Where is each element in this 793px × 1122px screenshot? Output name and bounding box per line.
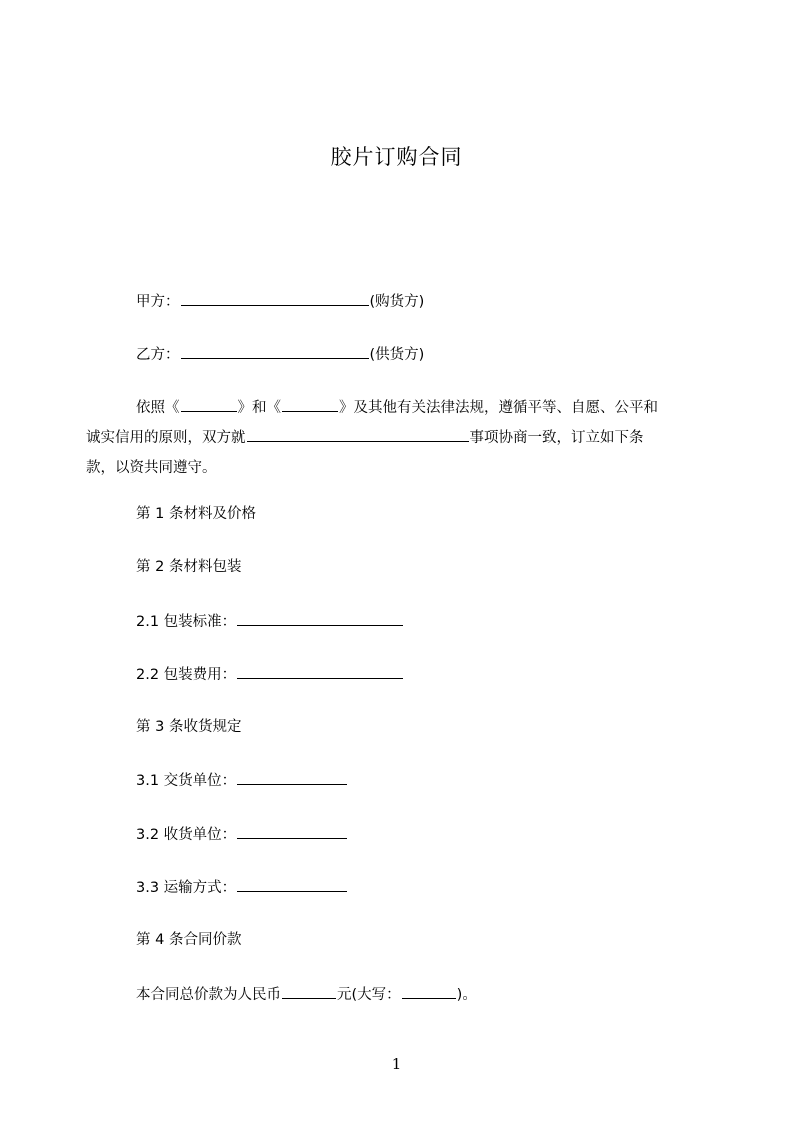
law-name-blank-1 (181, 397, 237, 412)
party-a-suffix: (购货方) (369, 294, 425, 310)
section-3-1-label: 3.1 交货单位： (136, 773, 237, 789)
price-amount-blank (282, 984, 336, 999)
party-b-suffix: (供货方) (369, 347, 425, 363)
transport-method-blank (237, 877, 347, 892)
section-3-2-label: 3.2 收货单位： (136, 827, 237, 843)
section-4-text (136, 984, 477, 1005)
section-4-text-2: 元(大写： (337, 987, 401, 1003)
section-2-2-label: 2.2 包装费用： (136, 667, 237, 683)
intro-text-5: 事项协商一致，订立如下条 (469, 430, 644, 446)
section-4-text-3: )。 (456, 987, 477, 1003)
party-a-blank (181, 291, 369, 306)
section-4-text-1: 本合同总价款为人民币 (136, 987, 281, 1003)
section-2-1-label: 2.1 包装标准： (136, 614, 237, 630)
page-number: 1 (391, 1055, 402, 1073)
party-b-blank (181, 344, 369, 359)
intro-line-2 (86, 423, 706, 453)
section-3-1-line (136, 770, 348, 791)
section-3-3-line (136, 877, 348, 898)
section-2-2-line (136, 664, 404, 685)
section-2-1-line (136, 611, 404, 632)
section-2-heading: 第 2 条材料包装 (136, 559, 242, 575)
law-name-blank-2 (282, 397, 338, 412)
intro-line-1 (86, 393, 706, 423)
section-4-heading: 第 4 条合同价款 (136, 932, 242, 948)
matter-blank (247, 427, 469, 442)
receiving-unit-blank (237, 824, 347, 839)
intro-text-2: 》和《 (237, 400, 281, 416)
party-a-line (136, 291, 424, 312)
intro-text-1: 依照《 (136, 400, 180, 416)
party-b-label: 乙方： (136, 347, 180, 363)
delivery-unit-blank (237, 770, 347, 785)
intro-paragraph (86, 393, 706, 483)
section-3-3-label: 3.3 运输方式： (136, 880, 237, 896)
price-uppercase-blank (402, 984, 456, 999)
intro-line-3: 款，以资共同遵守。 (86, 460, 217, 476)
intro-text-4: 诚实信用的原则，双方就 (86, 430, 246, 446)
packing-fee-blank (237, 664, 403, 679)
packing-standard-blank (237, 611, 403, 626)
section-3-2-line (136, 824, 348, 845)
section-3-heading: 第 3 条收货规定 (136, 719, 242, 735)
intro-text-3: 》及其他有关法律法规，遵循平等、自愿、公平和 (339, 400, 658, 416)
party-b-line (136, 344, 424, 365)
section-1-heading: 第 1 条材料及价格 (136, 506, 256, 522)
page-title: 胶片订购合同 (330, 145, 463, 169)
party-a-label: 甲方： (136, 294, 180, 310)
